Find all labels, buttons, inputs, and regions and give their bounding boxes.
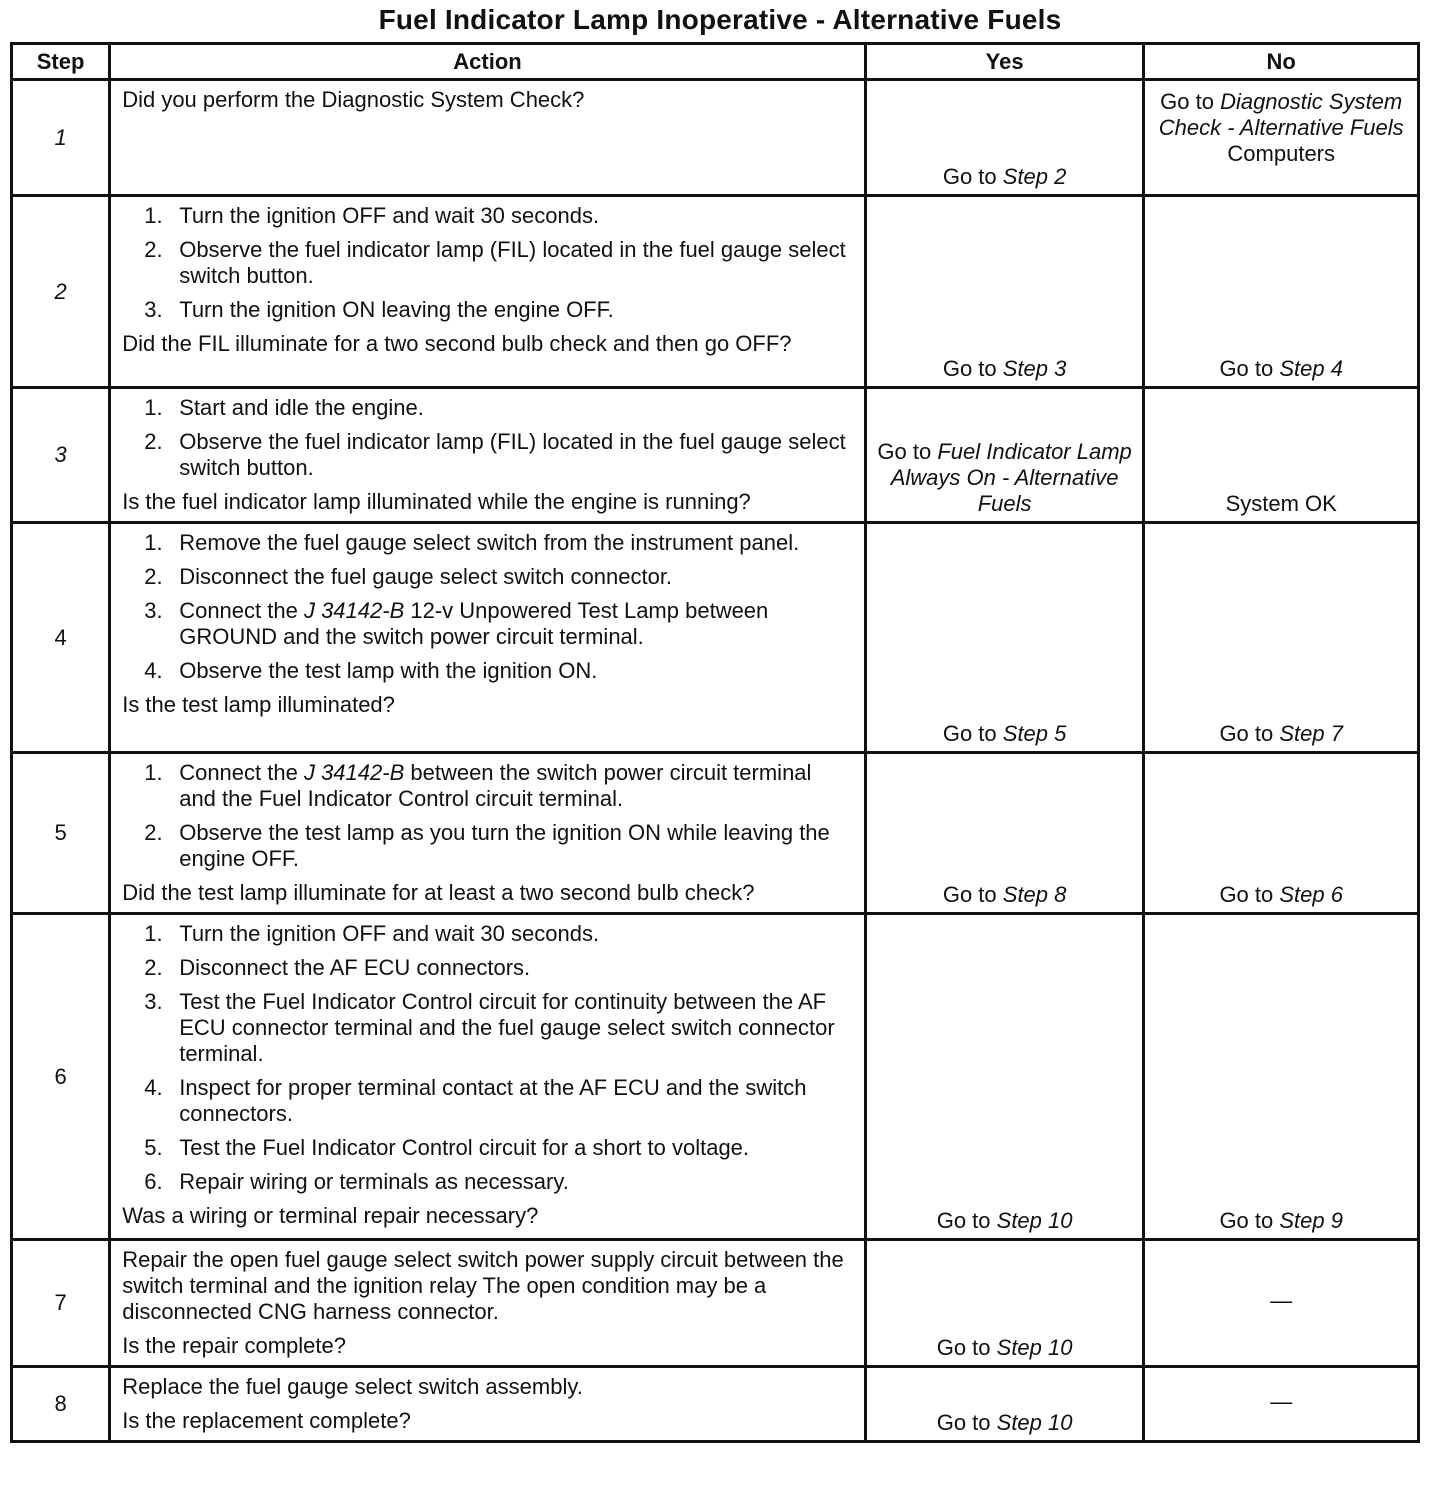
yes-outcome-link[interactable]	[937, 1335, 1073, 1360]
action-cell	[110, 196, 866, 388]
action-step-text: Observe the fuel indicator lamp (FIL) located in the fuel gauge select switch button.	[179, 429, 846, 480]
action-step-number: 4.	[144, 658, 163, 683]
action-step-item	[122, 203, 854, 229]
header-action: Action	[110, 44, 866, 80]
no-outcome-cell	[1144, 1367, 1419, 1442]
action-question: Is the fuel indicator lamp illuminated while the engine is running?	[122, 489, 751, 514]
action-cell	[110, 1367, 866, 1442]
yes-outcome-prefix: Go to	[942, 882, 1003, 907]
yes-outcome-reference: Step 3	[1002, 356, 1067, 381]
yes-outcome-cell	[865, 753, 1144, 914]
step-number: 3	[54, 442, 67, 467]
header-step: Step	[12, 44, 110, 80]
action-question: Is the repair complete?	[122, 1333, 346, 1358]
action-steps-list	[122, 203, 854, 323]
yes-outcome-reference: Step 8	[1002, 882, 1067, 907]
yes-outcome-cell	[865, 196, 1144, 388]
action-cell	[110, 80, 866, 196]
action-step-number: 3.	[144, 989, 163, 1014]
action-step-number: 3.	[144, 598, 163, 623]
yes-outcome-cell	[865, 388, 1144, 523]
table-row	[12, 388, 1419, 523]
yes-outcome-prefix: Go to	[936, 1335, 997, 1360]
no-outcome-cell	[1144, 1240, 1419, 1367]
step-number: 6	[54, 1063, 67, 1089]
action-step-text: Disconnect the AF ECU connectors.	[179, 955, 531, 980]
action-step-item	[122, 237, 854, 289]
no-outcome-reference: Step 7	[1279, 721, 1343, 746]
yes-outcome-link[interactable]	[877, 439, 1131, 516]
action-step-item	[122, 1135, 854, 1161]
step-number: 4	[54, 624, 67, 650]
action-step-number: 2.	[144, 429, 163, 454]
yes-outcome-reference: Step 10	[996, 1335, 1073, 1360]
action-question: Is the replacement complete?	[122, 1408, 411, 1433]
no-outcome-prefix: Go to	[1219, 1208, 1280, 1233]
yes-outcome-prefix: Go to	[942, 164, 1003, 189]
step-number-cell	[12, 196, 110, 388]
action-cell	[110, 753, 866, 914]
yes-outcome-prefix: Go to	[936, 1208, 997, 1233]
diagnostic-table	[10, 42, 1420, 1443]
yes-outcome-link[interactable]	[937, 1410, 1073, 1435]
step-number: 1	[54, 124, 67, 150]
yes-outcome-reference: Step 10	[996, 1208, 1073, 1233]
table-row	[12, 1367, 1419, 1442]
yes-outcome-link[interactable]	[943, 164, 1067, 189]
action-step-text: Observe the test lamp as you turn the ignition ON while leaving the engine OFF.	[179, 820, 830, 871]
no-outcome-cell	[1144, 523, 1419, 753]
no-outcome-prefix: Go to	[1219, 356, 1280, 381]
action-cell	[110, 388, 866, 523]
yes-outcome-cell	[865, 1367, 1144, 1442]
action-step-item	[122, 760, 854, 812]
yes-outcome-link[interactable]	[943, 882, 1067, 907]
action-step-item	[122, 820, 854, 872]
tool-reference: J 34142-B	[303, 598, 405, 623]
action-step-text-pre: Connect the	[179, 598, 304, 623]
table-header-row	[12, 44, 1419, 80]
action-question: Is the test lamp illuminated?	[122, 692, 395, 717]
action-content	[111, 754, 864, 912]
action-step-text-post: 12-v Unpowered Test Lamp between GROUND and the switch power circuit terminal.	[179, 598, 769, 649]
step-number: 5	[54, 820, 67, 845]
action-content	[111, 915, 864, 1235]
no-outcome-reference: Diagnostic System Check - Alternative Fuels	[1158, 89, 1404, 140]
action-step-text: Turn the ignition OFF and wait 30 seconds.	[179, 203, 600, 228]
action-step-number: 1.	[144, 203, 163, 228]
action-content	[111, 1368, 864, 1440]
action-step-number: 1.	[144, 395, 163, 420]
step-number: 7	[54, 1290, 67, 1315]
yes-outcome-cell	[865, 80, 1144, 196]
no-outcome-prefix: Go to	[1219, 882, 1280, 907]
action-step-number: 6.	[144, 1169, 163, 1194]
action-content	[111, 81, 864, 127]
header-yes: Yes	[865, 44, 1144, 80]
table-row	[12, 80, 1419, 196]
yes-outcome-prefix: Go to	[942, 356, 1003, 381]
no-outcome-text: System OK	[1225, 491, 1337, 516]
action-content	[111, 389, 864, 521]
step-number-cell	[12, 523, 110, 753]
page-title: Fuel Indicator Lamp Inoperative - Alternative Fuels	[378, 4, 1062, 35]
action-step-item	[122, 989, 854, 1067]
action-step-text: Turn the ignition ON leaving the engine OFF.	[179, 297, 614, 322]
action-content	[111, 197, 864, 363]
step-number: 8	[54, 1391, 67, 1416]
action-cell	[110, 523, 866, 753]
action-step-item	[122, 921, 854, 947]
action-step-item	[122, 1075, 854, 1127]
yes-outcome-reference: Fuel Indicator Lamp Always On - Alternative Fuels	[890, 439, 1132, 516]
action-question: Did the test lamp illuminate for at least a two second bulb check?	[122, 880, 755, 905]
action-step-item	[122, 598, 854, 650]
action-step-number: 2.	[144, 237, 163, 262]
action-step-text-pre: Connect the	[179, 760, 304, 785]
action-step-text: Disconnect the fuel gauge select switch connector.	[179, 564, 673, 589]
action-text: Did you perform the Diagnostic System Check?	[122, 87, 585, 112]
action-step-item	[122, 530, 854, 556]
step-number-cell	[12, 388, 110, 523]
yes-outcome-prefix: Go to	[942, 721, 1003, 746]
yes-outcome-reference: Step 2	[1002, 164, 1067, 189]
action-step-text: Start and idle the engine.	[179, 395, 424, 420]
yes-outcome-cell	[865, 1240, 1144, 1367]
action-text: Replace the fuel gauge select switch assembly.	[122, 1374, 583, 1399]
no-outcome-cell	[1144, 388, 1419, 523]
table-row	[12, 196, 1419, 388]
no-outcome-link[interactable]	[1219, 1208, 1343, 1233]
yes-outcome-reference: Step 5	[1002, 721, 1067, 746]
action-step-text-post: between the switch power circuit terminal and the Fuel Indicator Control circuit terminal.	[179, 760, 812, 811]
action-content	[111, 524, 864, 724]
yes-outcome-prefix: Go to	[936, 1410, 997, 1435]
no-outcome-link[interactable]	[1159, 89, 1404, 140]
action-cell	[110, 914, 866, 1240]
action-step-text: Observe the fuel indicator lamp (FIL) located in the fuel gauge select switch button.	[179, 237, 846, 288]
step-number: 2	[54, 278, 67, 304]
action-step-item	[122, 1169, 854, 1195]
action-steps-list	[122, 395, 854, 481]
yes-outcome-link[interactable]	[943, 721, 1067, 746]
action-step-item	[122, 955, 854, 981]
step-number-cell	[12, 1240, 110, 1367]
table-row	[12, 1240, 1419, 1367]
action-steps-list	[122, 921, 854, 1195]
table-body	[12, 80, 1419, 1442]
no-outcome-prefix: Go to	[1160, 89, 1221, 114]
action-cell	[110, 1240, 866, 1367]
no-outcome-cell	[1144, 196, 1419, 388]
step-number-cell	[12, 1367, 110, 1442]
action-step-number: 1.	[144, 760, 163, 785]
yes-outcome-cell	[865, 523, 1144, 753]
action-question: Was a wiring or terminal repair necessary?	[122, 1203, 539, 1228]
no-outcome-link[interactable]	[1219, 882, 1343, 907]
action-step-item	[122, 564, 854, 590]
action-question: Did the FIL illuminate for a two second bulb check and then go OFF?	[122, 331, 792, 356]
action-step-number: 1.	[144, 921, 163, 946]
yes-outcome-cell	[865, 914, 1144, 1240]
action-step-item	[122, 395, 854, 421]
action-step-text: Test the Fuel Indicator Control circuit for continuity between the AF ECU connector terminal and the fuel gauge select switch connector terminal.	[179, 989, 835, 1066]
header-no: No	[1144, 44, 1419, 80]
no-outcome-cell	[1144, 914, 1419, 1240]
action-step-number: 3.	[144, 297, 163, 322]
tool-reference: J 34142-B	[303, 760, 405, 785]
no-outcome-prefix: Go to	[1219, 721, 1280, 746]
no-outcome-reference: Step 9	[1279, 1208, 1343, 1233]
step-number-cell	[12, 914, 110, 1240]
yes-outcome-prefix: Go to	[877, 439, 938, 464]
no-outcome-text: —	[1270, 1389, 1293, 1414]
action-step-text: Test the Fuel Indicator Control circuit for a short to voltage.	[179, 1135, 750, 1160]
action-text: Repair the open fuel gauge select switch power supply circuit between the switch terminal and the ignition relay The open condition may be a disconnected CNG harness connector.	[122, 1247, 844, 1324]
step-number-cell	[12, 753, 110, 914]
action-step-item	[122, 658, 854, 684]
no-outcome-cell	[1144, 753, 1419, 914]
action-step-number: 4.	[144, 1075, 163, 1100]
action-step-number: 2.	[144, 955, 163, 980]
yes-outcome-link[interactable]	[943, 356, 1067, 381]
table-row	[12, 914, 1419, 1240]
step-number-cell	[12, 80, 110, 196]
action-step-number: 2.	[144, 820, 163, 845]
action-step-number: 1.	[144, 530, 163, 555]
no-outcome-cell	[1144, 80, 1419, 196]
action-step-text: Repair wiring or terminals as necessary.	[179, 1169, 569, 1194]
action-step-number: 5.	[144, 1135, 163, 1160]
action-step-text: Inspect for proper terminal contact at the AF ECU and the switch connectors.	[179, 1075, 807, 1126]
table-row	[12, 753, 1419, 914]
table-row	[12, 523, 1419, 753]
action-steps-list	[122, 530, 854, 684]
action-content	[111, 1241, 864, 1365]
action-step-text: Observe the test lamp with the ignition ON.	[179, 658, 598, 683]
no-outcome-reference: Step 6	[1279, 882, 1343, 907]
yes-outcome-link[interactable]	[937, 1208, 1073, 1233]
no-outcome-link[interactable]	[1219, 721, 1343, 746]
action-step-text: Remove the fuel gauge select switch from the instrument panel.	[179, 530, 800, 555]
action-step-item	[122, 297, 854, 323]
yes-outcome-reference: Step 10	[996, 1410, 1073, 1435]
no-outcome-text: —	[1270, 1288, 1293, 1313]
no-outcome-link[interactable]	[1219, 356, 1343, 381]
no-outcome-suffix: Computers	[1227, 141, 1335, 166]
no-outcome-reference: Step 4	[1279, 356, 1343, 381]
action-steps-list	[122, 760, 854, 872]
action-step-number: 2.	[144, 564, 163, 589]
action-step-item	[122, 429, 854, 481]
action-step-text: Turn the ignition OFF and wait 30 seconds.	[179, 921, 600, 946]
